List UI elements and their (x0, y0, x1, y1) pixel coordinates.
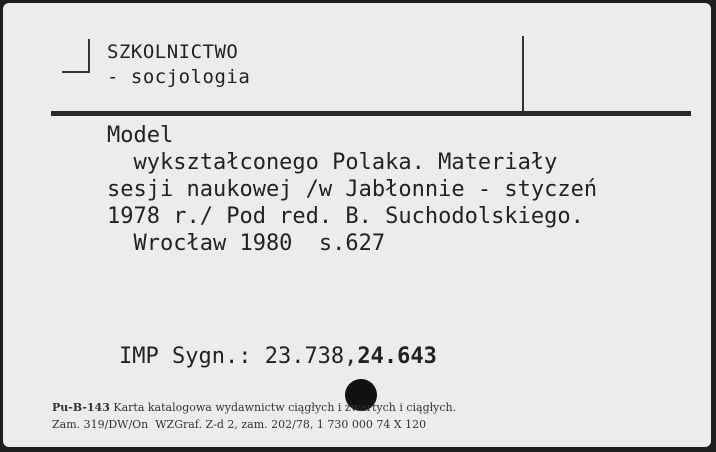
footer-line-2: Zam. 319/DW/On WZGraf. Z-d 2, zam. 202/78, 1 730 000 74 X 120 (52, 418, 427, 431)
subject-heading-main: SZKOLNICTWO (107, 41, 239, 63)
subject-heading-sub: - socjologia (107, 66, 251, 88)
bibliographic-entry (107, 122, 597, 257)
shelfmark (119, 344, 437, 369)
subject-heading (107, 40, 250, 90)
shelfmark-handwritten: 24.643 (357, 344, 437, 369)
heading-rule (51, 111, 691, 116)
entry-line-2: wykształconego Polaka. Materiały (107, 150, 558, 175)
printer-footer (52, 399, 456, 433)
form-code: Pu-B-143 (52, 401, 110, 414)
entry-line-3: sesji naukowej /w Jabłonnie - styczeń (107, 177, 598, 202)
entry-line-5: Wrocław 1980 s.627 (107, 231, 386, 256)
shelfmark-label: IMP Sygn.: (119, 344, 252, 369)
form-description: Karta katalogowa wydawnictw ciągłych i zwartych i ciągłych. (113, 401, 457, 414)
footer-line-1 (52, 399, 456, 416)
entry-line-4: 1978 r./ Pod red. B. Suchodolskiego. (107, 204, 584, 229)
corner-mark-vertical (88, 39, 90, 73)
shelfmark-typed: 23.738, (264, 344, 358, 369)
heading-vertical-divider (522, 36, 524, 116)
catalog-card (3, 3, 711, 447)
entry-line-1: Model (107, 123, 174, 148)
corner-mark-horizontal (62, 71, 90, 73)
